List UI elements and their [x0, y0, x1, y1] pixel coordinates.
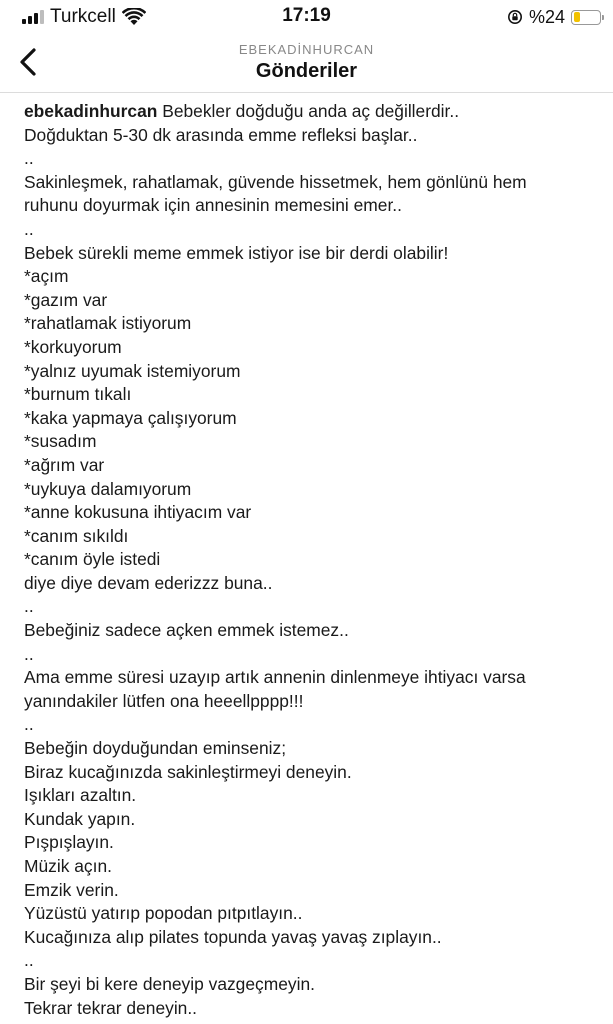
nav-username: EBEKADİNHURCAN: [238, 42, 375, 57]
caption-first-line: [24, 100, 604, 124]
navigation-bar: [0, 34, 613, 92]
caption-line: *rahatlamak istiyorum: [24, 313, 192, 334]
caption-line: Doğduktan 5-30 dk arasında emme refleksi başlar..: [24, 124, 418, 145]
page-title: Gönderiler: [255, 60, 358, 82]
caption-line: Bebeğiniz sadece açken emmek istemez..: [24, 620, 349, 641]
caption-line: ruhunu doyurmak için annesinin memesini emer..: [24, 195, 402, 216]
caption-line: *anne kokusuna ihtiyacım var: [24, 502, 252, 523]
status-time: 17:19: [282, 5, 331, 26]
nav-divider: [0, 92, 613, 93]
caption-line: *korkuyorum: [24, 336, 122, 357]
battery-icon: [571, 10, 601, 25]
caption-line: *susadım: [24, 431, 97, 452]
caption-line: ..: [24, 950, 34, 971]
status-bar: [0, 0, 613, 34]
caption-line: Yüzüstü yatırıp popodan pıtpıtlayın..: [24, 903, 303, 924]
caption-line: Işıkları azaltın.: [24, 785, 137, 806]
caption-line: Bir şeyi bi kere deneyip vazgeçmeyin.: [24, 973, 315, 994]
post-caption: [24, 100, 604, 1020]
battery-level-fill: [574, 12, 580, 22]
caption-author-username[interactable]: ebekadinhurcan: [24, 101, 158, 121]
carrier-name: Turkcell: [50, 6, 116, 27]
caption-line: Bebeğin doyduğundan eminseniz;: [24, 738, 287, 759]
caption-line: ..: [24, 643, 34, 664]
caption-line: diye diye devam ederizzz buna..: [24, 572, 273, 593]
caption-line: *burnum tıkalı: [24, 384, 132, 405]
caption-line: Sakinleşmek, rahatlamak, güvende hissetmek, hem gönlünü hem: [24, 171, 527, 192]
status-right: [507, 6, 601, 28]
caption-line: *uykuya dalamıyorum: [24, 478, 192, 499]
caption-line: ..: [24, 596, 34, 617]
orientation-lock-icon: [507, 9, 523, 25]
caption-line: yanındakiler lütfen ona heeellpppp!!!: [24, 690, 304, 711]
caption-line: Ama emme süresi uzayıp artık annenin dinlenmeye ihtiyacı varsa: [24, 667, 526, 688]
caption-line: *canım öyle istedi: [24, 549, 161, 570]
caption-line: *canım sıkıldı: [24, 525, 129, 546]
caption-line: Biraz kucağınızda sakinleştirmeyi deneyin.: [24, 761, 352, 782]
caption-line: Emzik verin.: [24, 879, 119, 900]
caption-line: *kaka yapmaya çalışıyorum: [24, 407, 237, 428]
caption-line: *gazım var: [24, 289, 108, 310]
caption-first-line-text: Bebekler doğduğu anda aç değillerdir..: [162, 101, 460, 121]
caption-line: Bebek sürekli meme emmek istiyor ise bir derdi olabilir!: [24, 242, 449, 263]
caption-line: Pışpışlayın.: [24, 832, 114, 853]
caption-line: *açım: [24, 266, 69, 287]
caption-line: *yalnız uyumak istemiyorum: [24, 360, 241, 381]
caption-line: *ağrım var: [24, 454, 105, 475]
caption-line: Müzik açın.: [24, 856, 112, 876]
caption-line: Tekrar tekrar deneyin..: [24, 997, 198, 1018]
caption-line: Kundak yapın.: [24, 808, 136, 829]
caption-line: Kucağınıza alıp pilates topunda yavaş yavaş zıplayın..: [24, 926, 442, 947]
caption-line: ..: [24, 148, 34, 169]
caption-line: ..: [24, 714, 34, 735]
caption-line: ..: [24, 218, 34, 239]
caption-lines: [24, 124, 604, 1021]
battery-percent: %24: [528, 6, 565, 27]
